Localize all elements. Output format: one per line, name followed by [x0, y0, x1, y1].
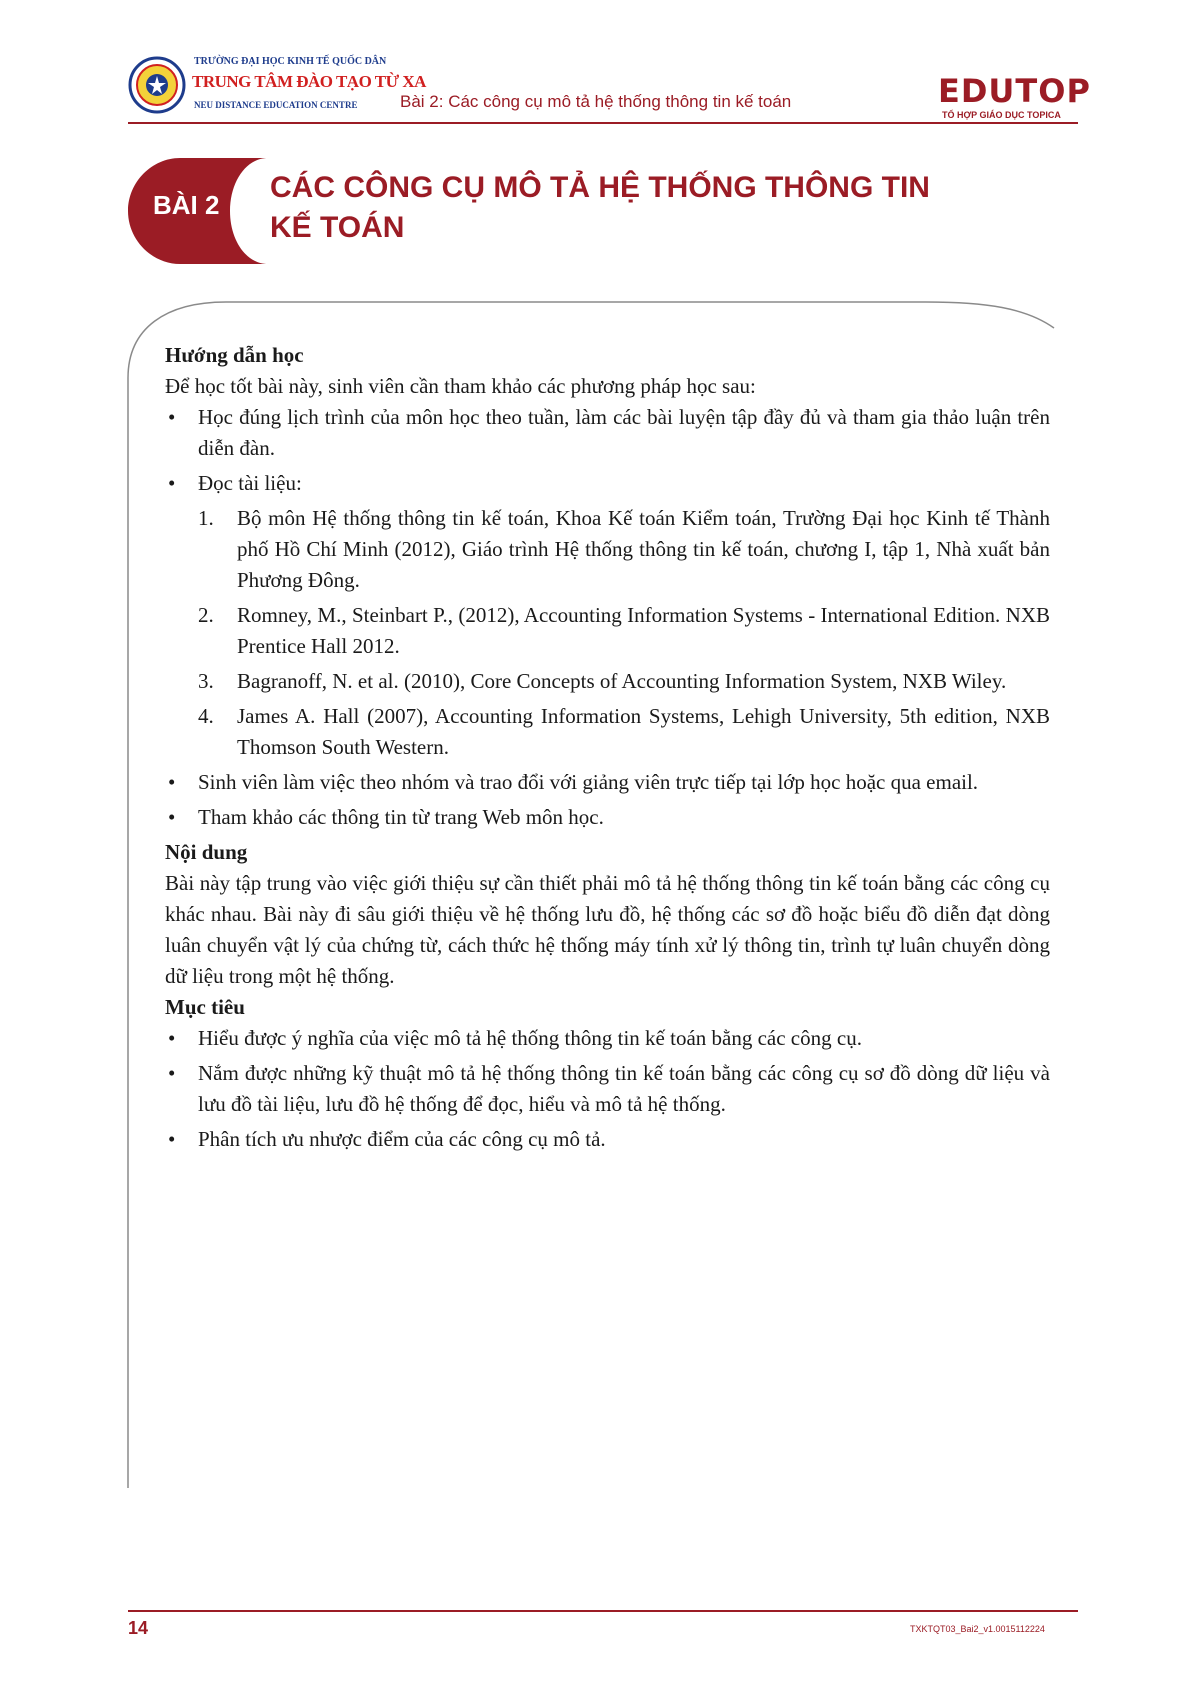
bullet-icon: • [168, 405, 176, 429]
objectives-list [165, 1023, 1050, 1155]
list-item: • Học đúng lịch trình của môn học theo tuần, làm các bài luyện tập đầy đủ và tham gia thảo luận trên diễn đàn. [165, 402, 1050, 464]
bullet-icon: • [168, 1061, 176, 1085]
reference-list [165, 503, 1050, 763]
bullet-icon: • [168, 805, 176, 829]
guide-list-continued [165, 767, 1050, 833]
university-logo [128, 52, 426, 122]
content-paragraph: Bài này tập trung vào việc giới thiệu sự cần thiết phải mô tả hệ thống thông tin kế toán bằng các công cụ khác nhau. Bài này đi sâu giới thiệu về hệ thống lưu đồ, hệ thống các sơ đồ hoặc biểu đồ diễn đạt dòng luân chuyển vật lý của chứng từ, cách thức hệ thống máy tính xử lý thông tin, trình tự luân chuyển dòng dữ liệu trong một hệ thống. [165, 871, 1050, 988]
bullet-icon: • [168, 1026, 176, 1050]
guide-list [165, 402, 1050, 499]
university-seal-icon [128, 56, 186, 114]
list-item: • Hiểu được ý nghĩa của việc mô tả hệ thống thông tin kế toán bằng các công cụ. [165, 1023, 1050, 1054]
page-header [0, 0, 1200, 130]
document-code: TXKTQT03_Bai2_v1.0015112224 [910, 1624, 1045, 1634]
reference-item: 4. James A. Hall (2007), Accounting Information Systems, Lehigh University, 5th edition, NXB Thomson South Western. [198, 704, 1050, 759]
university-name: TRƯỜNG ĐẠI HỌC KINH TẾ QUỐC DÂN [194, 56, 387, 67]
edutop-logo [938, 72, 1091, 122]
list-item: • Phân tích ưu nhược điểm của các công cụ mô tả. [165, 1124, 1050, 1155]
lesson-title-line-1: CÁC CÔNG CỤ MÔ TẢ HỆ THỐNG THÔNG TIN [270, 171, 930, 204]
footer-divider [128, 1610, 1078, 1612]
lesson-intro-content [165, 340, 1050, 1159]
reference-item: 2. Romney, M., Steinbart P., (2012), Accounting Information Systems - International Edition. NXB Prentice Hall 2012. [198, 603, 1050, 658]
guide-intro: Để học tốt bài này, sinh viên cần tham khảo các phương pháp học sau: [165, 374, 756, 398]
list-item: • Đọc tài liệu: [165, 468, 1050, 499]
page-number: 14 [128, 1618, 149, 1638]
running-header-title: Bài 2: Các công cụ mô tả hệ thống thông tin kế toán [400, 92, 792, 111]
brand-subtitle: TỔ HỢP GIÁO DỤC TOPICA [942, 110, 1061, 120]
lesson-number: BÀI 2 [153, 190, 220, 220]
bullet-icon: • [168, 1127, 176, 1151]
section-heading-objectives: Mục tiêu [165, 995, 245, 1019]
list-item: • Tham khảo các thông tin từ trang Web môn học. [165, 802, 1050, 833]
centre-english-name: NEU DISTANCE EDUCATION CENTRE [194, 100, 358, 110]
lesson-title [270, 168, 970, 248]
header-divider [128, 122, 1078, 124]
lesson-title-line-2: KẾ TOÁN [270, 211, 405, 244]
list-item: • Sinh viên làm việc theo nhóm và trao đổi với giảng viên trực tiếp tại lớp học hoặc qua email. [165, 767, 1050, 798]
section-heading-guide: Hướng dẫn học [165, 343, 304, 367]
bullet-icon: • [168, 471, 176, 495]
section-heading-content: Nội dung [165, 840, 248, 864]
reference-item: 3. Bagranoff, N. et al. (2010), Core Concepts of Accounting Information System, NXB Wiley. [198, 669, 1007, 693]
centre-name: TRUNG TÂM ĐÀO TẠO TỪ XA [192, 72, 426, 91]
brand-name: EDUTOP [938, 72, 1091, 110]
list-item: • Nắm được những kỹ thuật mô tả hệ thống thông tin kế toán bằng các công cụ sơ đồ dòng dữ liệu và lưu đồ tài liệu, lưu đồ hệ thống để đọc, hiểu và mô tả hệ thống. [165, 1058, 1050, 1120]
reference-item: 1. Bộ môn Hệ thống thông tin kế toán, Khoa Kế toán Kiểm toán, Trường Đại học Kinh tế Thành phố Hồ Chí Minh (2012), Giáo trình Hệ thống thông tin kế toán, chương I, tập 1, Nhà xuất bản Phương Đông. [198, 506, 1050, 592]
bullet-icon: • [168, 770, 176, 794]
